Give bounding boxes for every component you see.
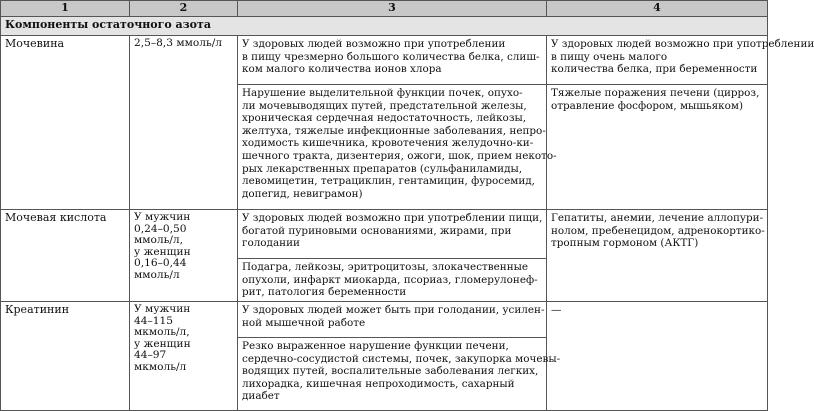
text-line: У здоровых людей возможно при употреблении bbox=[242, 38, 506, 50]
text-line: богатой пуриновыми основаниями, жирами, при bbox=[242, 224, 512, 237]
value-line: ммоль/л bbox=[134, 268, 180, 281]
value-line: ммоль/л, bbox=[134, 234, 184, 247]
value-line: у женщин bbox=[134, 245, 191, 258]
reference-value bbox=[130, 36, 238, 210]
text-line: левомицетин, тетрациклин, гентамицин, фуросемид, bbox=[242, 175, 535, 188]
text-line: опухоли, инфаркт миокарда, псориаз, гломерулонеф- bbox=[242, 273, 538, 286]
text-line: лихорадка, кишечная непроходимость, сахарный bbox=[242, 377, 515, 390]
text-line: ной мышечной работе bbox=[242, 316, 366, 329]
decrease-normal-cell bbox=[547, 36, 814, 85]
text-line: нолом, пребенецидом, адренокортико- bbox=[551, 224, 765, 237]
value-line: у женщин bbox=[134, 337, 191, 350]
value-line: мкмоль/л bbox=[134, 360, 187, 373]
text-line: рых лекарственных препаратов (сульфаниламиды, bbox=[242, 162, 523, 175]
reference-value bbox=[130, 210, 238, 302]
text-line: отравление фосфором, мышьяком) bbox=[551, 99, 744, 112]
text-line: ком малого количества ионов хлора bbox=[242, 63, 442, 76]
text-line: водящих путей, воспалительные заболевания легких, bbox=[242, 365, 539, 378]
header-col-3: 3 bbox=[238, 1, 547, 17]
text-line: Гепатиты, анемии, лечение аллопури- bbox=[551, 212, 764, 224]
increase-patho-cell bbox=[238, 85, 557, 210]
text-line: допегид, невиграмон) bbox=[242, 187, 363, 200]
header-col-4: 4 bbox=[547, 1, 768, 17]
increase-normal-cell bbox=[238, 36, 547, 85]
text-line: Резко выраженное нарушение функции печени, bbox=[242, 340, 509, 352]
decrease-cell bbox=[547, 210, 768, 302]
text-line: шечного тракта, дизентерия, ожоги, шок, прием некото- bbox=[242, 149, 557, 162]
text-line: Тяжелые поражения печени (цирроз, bbox=[551, 87, 760, 99]
text-line: голодании bbox=[242, 237, 300, 250]
text-line: Нарушение выделительной функции почек, опухо- bbox=[242, 87, 523, 99]
increase-patho-cell bbox=[238, 259, 547, 302]
increase-normal-cell bbox=[238, 302, 547, 338]
section-title: Компоненты остаточного азота bbox=[1, 17, 768, 36]
decrease-cell bbox=[547, 302, 768, 411]
text-line: в пищу очень малого bbox=[551, 50, 668, 63]
value-line: У мужчин bbox=[134, 211, 191, 223]
text-line: желтуха, тяжелые инфекционные заболевания, непро- bbox=[242, 124, 546, 137]
text-line: количества белка, при беременности bbox=[551, 63, 758, 76]
text-line: в пищу чрезмерно большого количества белка, слиш- bbox=[242, 50, 540, 63]
text-line: ли мочевыводящих путей, предстательной железы, bbox=[242, 99, 527, 112]
text-line: — bbox=[551, 304, 562, 316]
text-line: тропным гормоном (АКТГ) bbox=[551, 237, 699, 250]
text-line: диабет bbox=[242, 390, 280, 403]
header-col-2: 2 bbox=[130, 1, 238, 17]
value-line: 2,5–8,3 ммоль/л bbox=[134, 37, 223, 49]
component-name: Мочевая кислота bbox=[1, 210, 130, 302]
text-line: хроническая сердечная недостаточность, лейкозы, bbox=[242, 112, 527, 125]
value-line: У мужчин bbox=[134, 303, 191, 315]
table-row bbox=[1, 302, 768, 338]
text-line: Подагра, лейкозы, эритроцитозы, злокачественные bbox=[242, 261, 529, 273]
increase-normal-cell bbox=[238, 210, 547, 259]
reference-value bbox=[130, 302, 238, 411]
text-line: ходимость кишечника, кровотечения желудочно-ки- bbox=[242, 137, 534, 150]
value-line: 44–97 bbox=[134, 349, 167, 362]
text-line: сердечно-сосудистой системы, почек, закупорка мочевы- bbox=[242, 352, 561, 365]
component-name: Мочевина bbox=[1, 36, 130, 210]
value-line: 0,24–0,50 bbox=[134, 222, 187, 235]
header-col-1: 1 bbox=[1, 1, 130, 17]
value-line: 44–115 bbox=[134, 314, 173, 327]
component-name: Креатинин bbox=[1, 302, 130, 411]
table-row bbox=[1, 210, 768, 259]
table-row bbox=[1, 36, 768, 85]
value-line: мкмоль/л, bbox=[134, 326, 190, 339]
increase-patho-cell bbox=[238, 338, 561, 411]
value-line: 0,16–0,44 bbox=[134, 257, 187, 270]
section-row bbox=[1, 17, 768, 36]
decrease-patho-cell bbox=[547, 85, 768, 210]
text-line: У здоровых людей возможно при употреблении пищи, bbox=[242, 212, 543, 224]
header-row bbox=[1, 1, 768, 17]
text-line: У здоровых людей возможно при употреблении bbox=[551, 38, 814, 50]
text-line: У здоровых людей может быть при голодании, усилен- bbox=[242, 304, 545, 316]
text-line: рит, патология беременности bbox=[242, 286, 407, 299]
